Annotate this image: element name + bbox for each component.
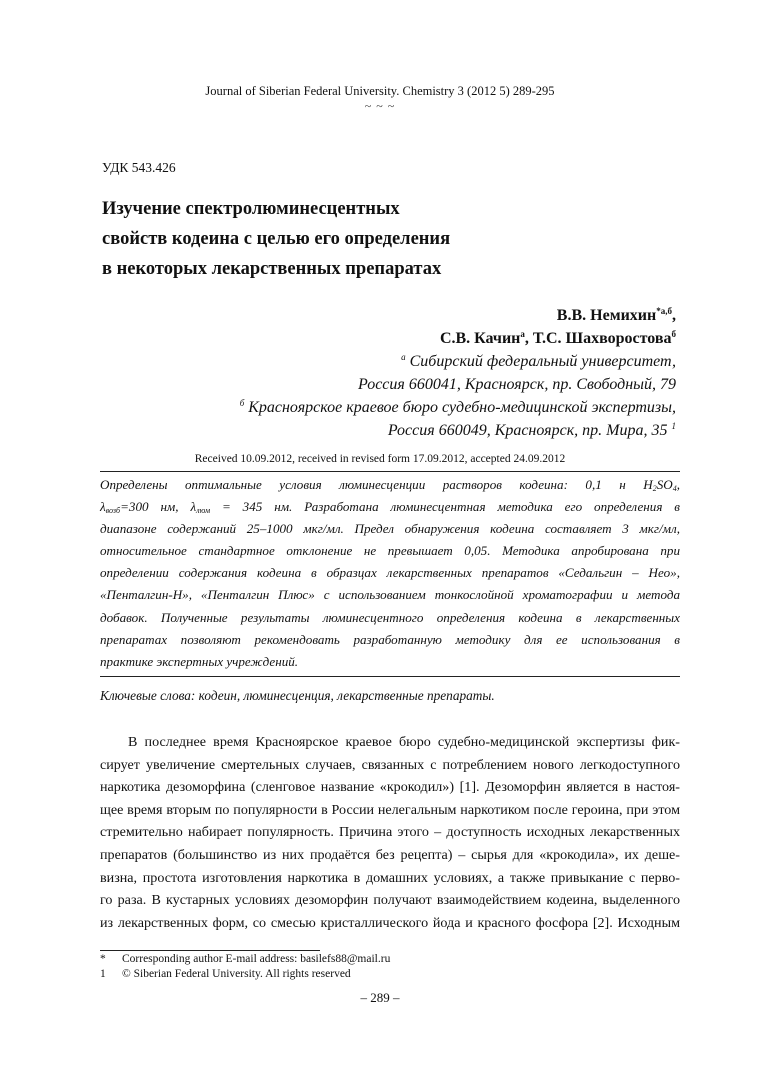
body-line: визна, простота изготовления наркотика в домашних условиях, а также привыкание с перво- xyxy=(100,869,680,886)
affiliation-text: Красноярское краевое бюро судебно-медицинской экспертизы, xyxy=(248,399,676,416)
affiliation-text: Сибирский федеральный университет, xyxy=(409,353,676,370)
authors-block xyxy=(240,304,676,442)
abstract-text: =300 нм, λ xyxy=(120,499,197,515)
abstract-text: Определены оптимальные условия люминесценции растворов кодеина: 0,1 н H xyxy=(100,477,653,492)
punctuation: , xyxy=(672,307,676,324)
abstract-line: определении содержания кодеина в образцах лекарственных препаратов «Седальгин – Нео», xyxy=(100,565,680,581)
affiliation-b-line-1 xyxy=(240,396,676,419)
author-affiliation-mark: а xyxy=(520,329,525,339)
abstract-line: препаратах позволяют рекомендовать разработанную методику для ее использования в xyxy=(100,631,680,647)
footnote-mark: 1 xyxy=(671,421,676,431)
body-line: стремительно набирает популярность. Причина этого – доступность исходных лекарственных xyxy=(100,824,680,841)
body-line: В последнее время Красноярское краевое бюро судебно-медицинской экспертизы фик- xyxy=(128,734,680,750)
body-line: сирует увеличение смертельных случаев, связанных с потреблением нового легкодоступного xyxy=(100,756,680,773)
received-dates: Received 10.09.2012, received in revised form 17.09.2012, accepted 24.09.2012 xyxy=(194,453,566,465)
body-line: щее время вторым по популярности в России нелегальным наркотиком после героина, при этом xyxy=(100,801,680,818)
footnote-mark: * xyxy=(100,953,106,965)
abstract-line xyxy=(100,496,680,518)
abstract-bottom-rule xyxy=(100,676,680,677)
punctuation: , xyxy=(524,330,533,347)
abstract-top-rule xyxy=(100,471,680,472)
abstract-line: диапазоне содержаний 25–1000 мкг/мл. Предел обнаружения кодеина составляет 3 мкг/мл, xyxy=(100,521,680,537)
body-line: из лекарственных форм, со смесью кристаллического йода и красного фосфора [2]. Исходным xyxy=(100,914,680,931)
subscript: 2 xyxy=(652,484,657,493)
affiliation-b-line-2 xyxy=(240,419,676,442)
author-name: В.В. Немихин xyxy=(556,307,657,324)
body-text xyxy=(100,731,680,934)
abstract-text: λ xyxy=(100,499,106,515)
subscript: 4 xyxy=(672,484,677,493)
author-line-1 xyxy=(240,304,676,327)
subscript: возб xyxy=(105,506,121,516)
author-affiliation-mark: *а,б xyxy=(656,306,672,316)
udc-code: УДК 543.426 xyxy=(102,160,176,175)
footnote-mark: 1 xyxy=(100,968,106,980)
abstract-line: практике экспертных учреждений. xyxy=(100,653,299,669)
body-line: го раза. В кустарных условиях дезоморфин получают взаимодействием кодеина, выделенного xyxy=(100,892,680,909)
title-line: свойств кодеина с целью его определения xyxy=(102,229,451,249)
page-number: – 289 – xyxy=(360,990,400,1005)
abstract-text: = 345 нм. Разработана люминесцентная методика его определения в xyxy=(210,499,680,515)
subscript: люм xyxy=(196,506,211,516)
abstract xyxy=(100,474,680,673)
abstract-line: относительное стандартное отклонение не превышает 0,05. Методика апробирована при xyxy=(100,543,680,559)
keywords: Ключевые слова: кодеин, люминесценция, лекарственные препараты. xyxy=(100,688,495,703)
footnote-text: Corresponding author E-mail address: basilefs88@mail.ru xyxy=(122,953,391,965)
article-title xyxy=(102,194,450,284)
title-line: Изучение спектролюминесцентных xyxy=(102,199,400,219)
header-separator: ~ ~ ~ xyxy=(364,99,396,113)
affiliation-a-line-2: Россия 660041, Красноярск, пр. Свободный, 79 xyxy=(358,376,676,393)
affiliation-text: Россия 660049, Красноярск, пр. Мира, 35 xyxy=(387,422,668,439)
author-affiliation-mark: б xyxy=(671,329,676,339)
footnote-rule xyxy=(100,950,320,951)
author-name: Т.С. Шахворостова xyxy=(532,330,672,347)
abstract-line xyxy=(100,474,680,496)
abstract-text: SO xyxy=(656,477,673,492)
author-line-2 xyxy=(240,327,676,350)
abstract-line: «Пенталгин-Н», «Пенталгин Плюс» с использованием тонкослойной хроматографии и метода xyxy=(100,587,680,603)
affiliation-mark: а xyxy=(401,352,406,362)
author-name: С.В. Качин xyxy=(439,330,521,347)
footnote-corresponding xyxy=(100,953,390,965)
body-line: наркотика дезоморфина (сленговое название «крокодил») [1]. Дезоморфин является в настоя- xyxy=(100,779,680,796)
body-line: препаратов (большинство из них продаётся без рецепта) – сырья для «крокодила», их деше- xyxy=(100,846,680,863)
abstract-text: , xyxy=(676,477,680,492)
journal-header: Journal of Siberian Federal University. Chemistry 3 (2012 5) 289-295 xyxy=(205,84,555,98)
footnote-copyright xyxy=(100,968,351,980)
title-line: в некоторых лекарственных препаратах xyxy=(102,259,442,279)
footnote-text: © Siberian Federal University. All rights reserved xyxy=(122,968,351,980)
abstract-line: добавок. Полученные результаты люминесцентного определения кодеина в лекарственных xyxy=(100,609,680,625)
affiliation-mark: б xyxy=(239,398,245,408)
affiliation-a-line-1 xyxy=(240,350,676,373)
